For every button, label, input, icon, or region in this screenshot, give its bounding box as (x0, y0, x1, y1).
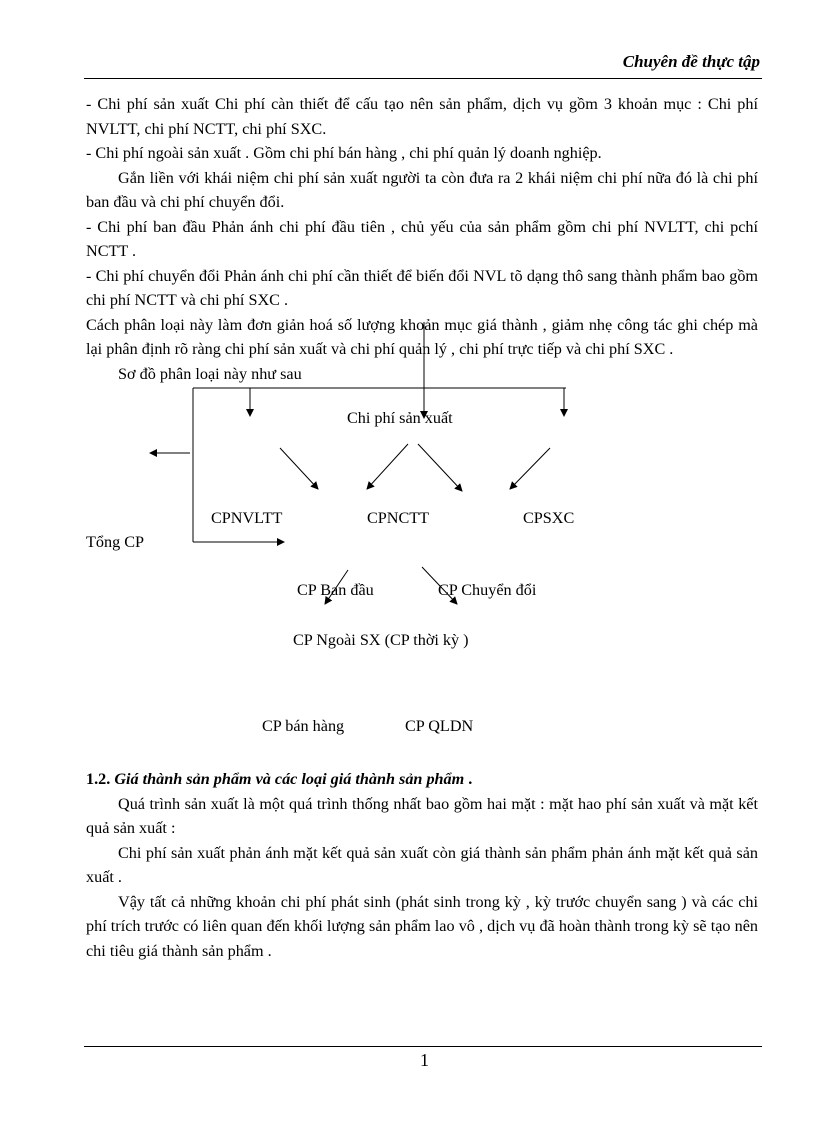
header-rule (84, 78, 762, 79)
node-ban-hang: CP bán hàng (262, 717, 345, 735)
section-1-2 (86, 767, 758, 963)
paragraph: Quá trình sản xuất là một quá trình thống nhất bao gồm hai mặt : mặt hao phí sản xuất và mặt kết quả sản xuất : (86, 794, 758, 837)
section-title: Giá thành sản phẩm và các loại giá thành sản phẩm (114, 770, 465, 788)
page-number: 1 (420, 1050, 429, 1070)
node-qldn: CP QLDN (405, 717, 474, 735)
node-cpnctt: CPNCTT (367, 509, 430, 527)
diag-arrow-1 (280, 448, 318, 489)
paragraph: - Chi phí ngoài sản xuất . Gồm chi phí bán hàng , chi phí quản lý doanh nghiệp. (86, 144, 602, 162)
paragraph: - Chi phí ban đầu Phản ánh chi phí đầu tiên , chủ yếu của sản phẩm gồm chi phí NVLTT, chi pchí NCTT . (86, 217, 758, 260)
section-title-suffix: . (464, 770, 473, 788)
paragraph: Gắn liền với khái niệm chi phí sản xuất người ta còn đưa ra 2 khái niệm chi phí nữa đó là chi phí ban đầu và chi phí chuyển đổi. (86, 168, 758, 211)
diag-arrow-3 (418, 444, 462, 491)
node-ban-dau: CP Ban đầu (297, 581, 374, 599)
node-chuyen-doi: CP Chuyển đổi (438, 581, 537, 599)
diag-arrow-2 (367, 444, 408, 489)
paragraph: - Chi phí chuyển đổi Phản ánh chi phí cần thiết để biến đổi NVL tõ dạng thô sang thành phẩm bao gồm chi phí NCTT và chi phí SXC . (86, 266, 758, 309)
node-ngoai-sx: CP Ngoài SX (CP thời kỳ ) (293, 631, 469, 649)
node-root: Chi phí sản xuất (347, 409, 453, 427)
diag-arrow-4 (510, 448, 550, 489)
node-total: Tổng CP (86, 533, 145, 551)
body-text (86, 92, 758, 386)
node-cpnvltt: CPNVLTT (211, 509, 283, 527)
section-heading (86, 767, 758, 792)
paragraph: Sơ đồ phân loại này như sau (118, 364, 302, 383)
footer-rule (84, 1046, 762, 1047)
paragraph: Chi phí sản xuất phản ánh mặt kết quả sản xuất còn giá thành sản phẩm phản ánh mặt kết quả sản xuất . (86, 843, 758, 886)
paragraph: - Chi phí sản xuất Chi phí càn thiết để cấu tạo nên sản phẩm, dịch vụ gồm 3 khoản mục : Chi phí NVLTT, chi phí NCTT, chi phí SXC. (86, 95, 758, 138)
page-header-title: Chuyên đề thực tập (622, 52, 760, 71)
paragraph: Cách phân loại này làm đơn giản hoá số lượng khoản mục giá thành , giảm nhẹ công tác ghi chép mà lại phân định rõ ràng chi phí sản xuất và chi phí quản lý , chi phí trực tiếp và chi phí SXC . (86, 315, 758, 358)
node-cpsxc: CPSXC (523, 509, 575, 527)
section-number: 1.2. (86, 770, 111, 788)
paragraph: Vậy tất cả những khoản chi phí phát sinh (phát sinh trong kỳ , kỳ trước chuyển sang ) và các chi phí trích trước có liên quan đến khối lượng sản phẩm lao vô , dịch vụ đã hoàn thành trong kỳ sẽ tạo nên chi tiêu giá thành sản phẩm . (86, 892, 758, 960)
